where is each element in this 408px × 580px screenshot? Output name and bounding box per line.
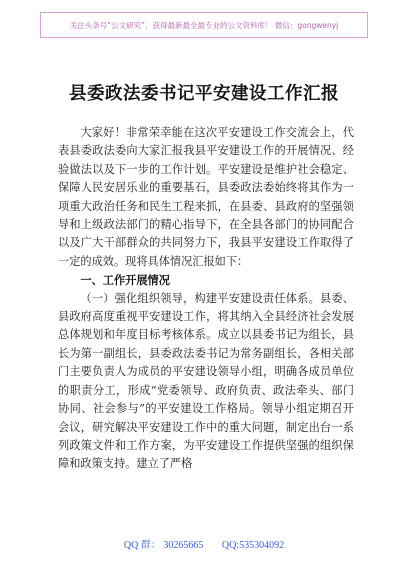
footer-qq-group: QQ 群： 30265665 — [123, 540, 204, 551]
document-body — [58, 124, 354, 474]
section-heading: 一、工作开展情况 — [80, 273, 170, 288]
header-banner-text: 关注头条号“公文研究”，获得最新最全最专业的公文资料库！ 微信：gongwenyj — [69, 20, 339, 30]
footer-qq-contact: QQ:535304092 — [221, 540, 285, 551]
header-banner — [40, 12, 368, 38]
body-paragraph: （一）强化组织领导，构建平安建设责任体系。县委、县政府高度重视平安建设工作，将其纳入全县经济社会发展总体规划和年度目标考核体系。成立以县委书记为组长，县长为第一副组长，县委政法委书记为常务副组长，各相关部门主要负责人为成员的平安建设领导小组，明确各成员单位的职责分工，形成“党委领导、政府负责、政法牵头、部门协同、社会参与”的平安建设工作格局。领导小组定期召开会议，研究解决平安建设工作中的重大问题，制定出台一系列政策文件和工作方案，为平安建设工作提供坚强的组织保障和政策支持。建立了严格 — [58, 291, 354, 471]
document-title: 县委政法委书记平安建设工作汇报 — [69, 84, 339, 104]
footer — [0, 536, 408, 551]
intro-paragraph: 大家好！非常荣幸能在这次平安建设工作交流会上，代表县委政法委向大家汇报我县平安建设工作的开展情况、经验做法以及下一步的工作计划。平安建设是维护社会稳定、保障人民安居乐业的重要基石，县委政法委始终将其作为一项重大政治任务和民生工程来抓，在县委、县政府的坚强领导和上级政法部门的精心指导下，在全县各部门的协同配合以及广大干部群众的共同努力下，我县平安建设工作取得了一定的成效。现将具体情况汇报如下： — [58, 126, 354, 268]
